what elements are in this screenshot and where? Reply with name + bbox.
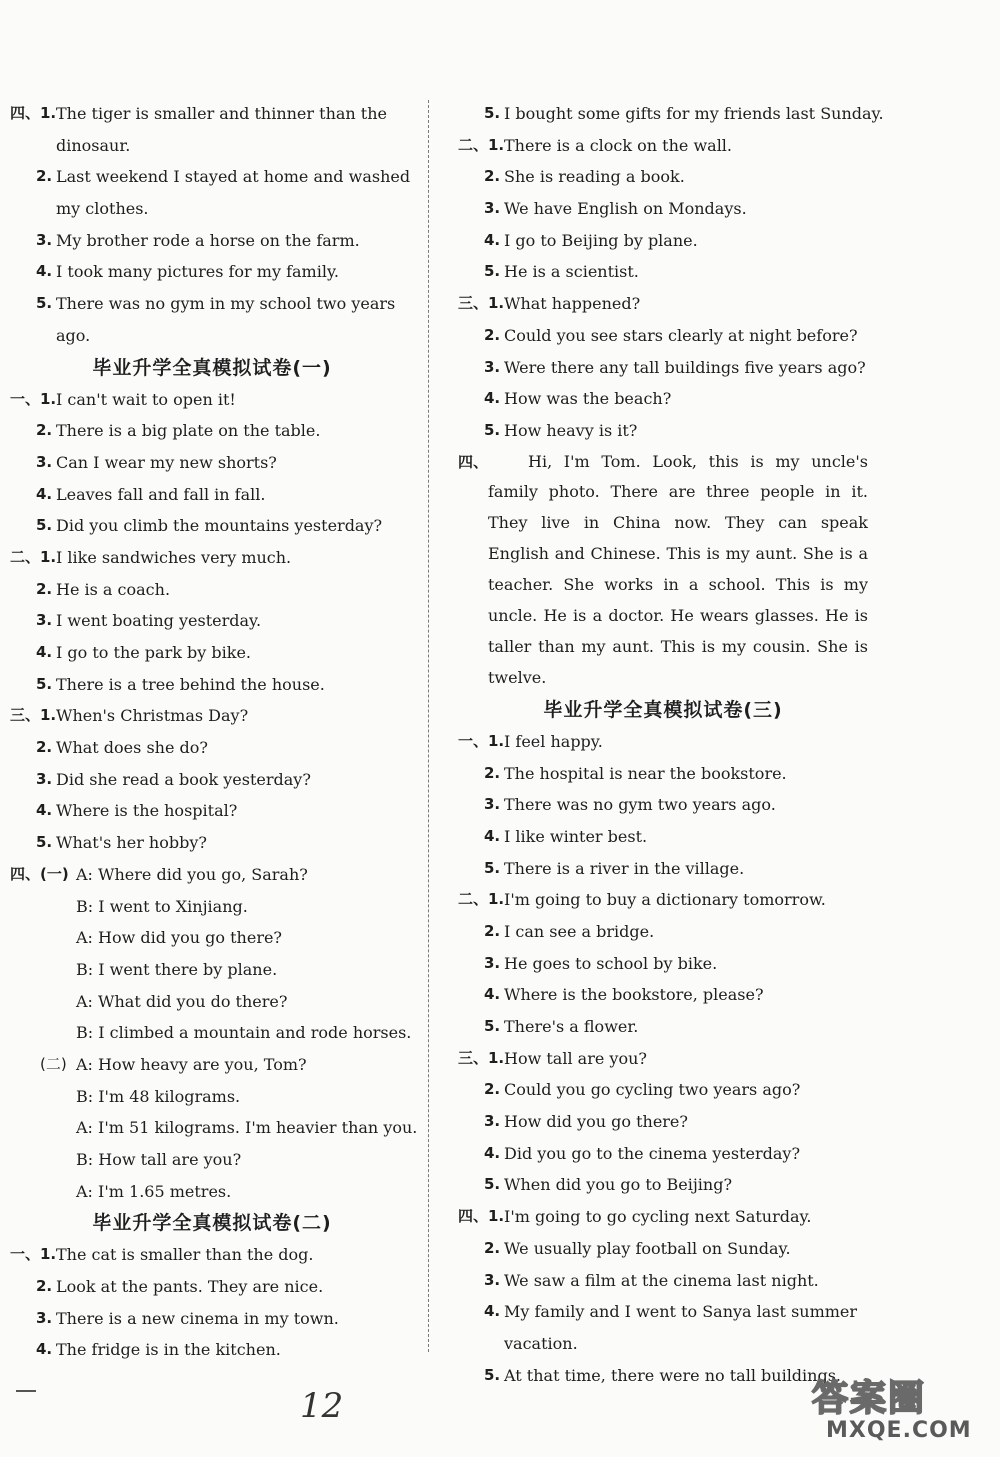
answer-marker: 二、1. <box>10 547 57 566</box>
paragraph-text: Hi, I'm Tom. Look, this is my uncle's family photo. There are three people in it. They live in China now. They can speak English and Chinese. This is my aunt. She is a teacher. She works in a school. This is my uncle. He is a doctor. He wears glasses. He is taller than my aunt. This is my cousin. She is twelve. <box>488 451 868 687</box>
answer-paragraph <box>458 447 868 694</box>
answer-line <box>10 256 414 288</box>
answer-line <box>458 1043 868 1075</box>
answer-marker: 3. <box>36 452 53 471</box>
answer-marker: 3. <box>36 769 53 788</box>
footer-dash <box>16 1390 36 1392</box>
answer-text: There's a flower. <box>504 1017 639 1036</box>
answer-marker: 2. <box>484 1080 501 1099</box>
watermark-logo <box>812 1370 990 1452</box>
answer-marker: 4. <box>36 484 53 503</box>
answer-text: I can't wait to open it! <box>56 389 236 409</box>
section-heading: 毕业升学全真模拟试卷(一) <box>92 356 332 379</box>
answer-text: He goes to school by bike. <box>504 953 718 973</box>
answer-line <box>458 726 868 758</box>
column-divider <box>428 100 429 1352</box>
answer-line <box>10 98 414 130</box>
answer-marker: 三、1. <box>10 706 57 725</box>
answer-marker: 3. <box>484 795 501 814</box>
answer-text: I like sandwiches very much. <box>56 547 292 567</box>
answer-text: When did you go to Beijing? <box>504 1175 733 1195</box>
answer-line <box>458 1138 868 1170</box>
answer-text: B: How tall are you? <box>76 1150 242 1169</box>
answer-text: Could you go cycling two years ago? <box>504 1080 801 1100</box>
answer-text: My brother rode a horse on the farm. <box>56 230 360 250</box>
answer-marker: 二、1. <box>458 890 505 909</box>
answer-line <box>458 1360 868 1392</box>
answer-text: He is a coach. <box>56 579 171 599</box>
answer-line <box>458 1328 868 1360</box>
answer-line <box>10 954 414 986</box>
answer-marker: 四、1. <box>10 104 57 122</box>
answer-text: He is a scientist. <box>504 262 639 282</box>
answer-marker: 4. <box>36 643 53 661</box>
answer-line <box>10 510 414 542</box>
page-number: 12 <box>300 1386 344 1426</box>
answer-text: Did you go to the cinema yesterday? <box>504 1143 801 1163</box>
answer-text: A: Where did you go, Sarah? <box>76 864 308 884</box>
answer-text: I'm going to buy a dictionary tomorrow. <box>504 890 826 910</box>
answer-line <box>10 732 414 764</box>
answer-text: B: I climbed a mountain and rode horses. <box>76 1023 412 1043</box>
answer-text: We usually play football on Sunday. <box>504 1238 791 1258</box>
answer-text: B: I went to Xinjiang. <box>76 896 248 916</box>
answer-marker: 5. <box>36 674 53 693</box>
answer-marker: 5. <box>484 420 501 439</box>
answer-marker: 2. <box>36 167 53 186</box>
answer-line <box>10 1176 414 1208</box>
answer-text: We have English on Mondays. <box>504 199 747 219</box>
answer-line <box>10 986 414 1018</box>
answer-marker: 一、1. <box>10 1245 57 1264</box>
answer-line <box>458 288 868 320</box>
answer-line <box>458 256 868 288</box>
answer-marker: 4. <box>484 826 501 845</box>
answer-text: B: I went there by plane. <box>76 959 278 979</box>
watermark-url: MXQE.COM <box>826 1418 972 1443</box>
answer-line <box>10 161 414 193</box>
answer-marker: 4. <box>484 985 501 1004</box>
answer-line <box>10 1081 414 1113</box>
answer-marker: 5. <box>36 516 53 535</box>
answer-line <box>458 789 868 821</box>
answer-line <box>10 193 414 225</box>
answer-marker: 4. <box>484 1302 501 1321</box>
answer-text: A: I'm 51 kilograms. I'm heavier than you. <box>76 1118 418 1138</box>
answer-marker: 4. <box>36 801 53 820</box>
answer-line <box>10 225 414 257</box>
answer-text: The tiger is smaller and thinner than the <box>56 104 387 123</box>
answer-marker: 3. <box>484 1112 501 1131</box>
answer-marker: 5. <box>484 1175 501 1194</box>
answer-line <box>10 574 414 606</box>
answer-line <box>458 98 884 130</box>
answer-line <box>10 827 414 859</box>
answer-text: There is a clock on the wall. <box>504 135 733 155</box>
answer-text: I bought some gifts for my friends last Sunday. <box>504 104 884 123</box>
answer-marker: 2. <box>484 921 501 940</box>
answer-marker: 3. <box>484 1270 501 1289</box>
answer-marker: 2. <box>36 738 53 757</box>
answer-text: What's her hobby? <box>56 833 207 853</box>
answer-text: What does she do? <box>56 738 208 758</box>
right-column <box>458 98 884 1391</box>
answer-text: Where is the bookstore, please? <box>504 985 764 1005</box>
answer-line <box>10 922 414 954</box>
answer-marker: 3. <box>36 611 53 630</box>
answer-text: How did you go there? <box>504 1112 688 1132</box>
section-heading: 毕业升学全真模拟试卷(二) <box>92 1212 332 1235</box>
answer-text: Where is the hospital? <box>56 801 238 821</box>
answer-line <box>458 1265 868 1297</box>
answer-line <box>10 479 414 511</box>
answer-text: A: What did you do there? <box>76 991 288 1011</box>
answer-line <box>10 1112 418 1144</box>
answer-text: B: I'm 48 kilograms. <box>76 1086 241 1106</box>
answer-line <box>10 1303 414 1335</box>
answer-line <box>458 948 868 980</box>
answer-text: A: How heavy are you, Tom? <box>76 1054 307 1074</box>
answer-line <box>458 979 868 1011</box>
answer-text: my clothes. <box>56 199 149 219</box>
answer-marker: 四、 <box>458 452 489 471</box>
answer-marker: 二、1. <box>458 135 505 154</box>
answer-line <box>458 352 868 384</box>
answer-line <box>10 795 414 827</box>
answer-text: The fridge is in the kitchen. <box>56 1340 281 1360</box>
answer-marker: 2. <box>484 763 501 782</box>
answer-text: She is reading a book. <box>504 167 685 187</box>
answer-marker: 3. <box>484 953 501 972</box>
answer-line <box>10 1049 414 1081</box>
answer-marker: 一、1. <box>10 389 57 408</box>
answer-line <box>10 1144 414 1176</box>
answer-text: I took many pictures for my family. <box>56 262 339 282</box>
answer-line <box>10 384 414 416</box>
answer-text: The hospital is near the bookstore. <box>504 763 787 783</box>
answer-line <box>458 193 868 225</box>
answer-line <box>458 320 868 352</box>
answer-line <box>10 637 414 669</box>
answer-marker: 5. <box>36 833 53 852</box>
answer-line <box>10 320 414 352</box>
answer-line <box>10 764 414 796</box>
answer-text: There is a new cinema in my town. <box>56 1308 339 1328</box>
answer-text: dinosaur. <box>56 135 131 155</box>
answer-text: There is a river in the village. <box>504 858 745 878</box>
answer-marker: 3. <box>484 357 501 376</box>
answer-line <box>458 1201 868 1233</box>
answer-text: Last weekend I stayed at home and washed <box>56 167 411 187</box>
answer-line <box>10 859 414 891</box>
answer-marker: 5. <box>484 262 501 281</box>
answer-text: There is a big plate on the table. <box>56 421 321 441</box>
answer-marker: 一、1. <box>458 731 505 750</box>
answer-marker: 3. <box>484 199 501 218</box>
answer-text: I went boating yesterday. <box>56 611 262 631</box>
answer-marker: 四、(一) <box>10 864 69 883</box>
answer-text: ago. <box>56 325 91 345</box>
answer-line <box>10 891 414 923</box>
answer-marker: 5. <box>484 858 501 877</box>
answer-line <box>458 1074 868 1106</box>
answer-text: When's Christmas Day? <box>56 706 249 726</box>
answer-text: What happened? <box>504 294 641 314</box>
answer-text: I can see a bridge. <box>504 921 655 941</box>
answer-line <box>458 161 868 193</box>
answer-line <box>458 383 868 415</box>
answer-text: There was no gym in my school two years <box>56 294 396 314</box>
answer-marker: (二) <box>40 1054 67 1073</box>
section-heading: 毕业升学全真模拟试卷(三) <box>543 698 783 721</box>
answer-marker: 4. <box>484 230 501 249</box>
answer-line <box>458 1169 868 1201</box>
answer-line <box>10 1334 414 1366</box>
answer-text: Did she read a book yesterday? <box>56 769 311 789</box>
answer-line <box>458 1233 868 1265</box>
answer-text: The cat is smaller than the dog. <box>56 1245 314 1265</box>
answer-marker: 4. <box>484 389 501 408</box>
answer-text: Can I wear my new shorts? <box>56 452 277 472</box>
answer-line <box>10 542 414 574</box>
answer-marker: 5. <box>484 1365 501 1384</box>
answer-text: I like winter best. <box>504 826 648 846</box>
answer-text: A: How did you go there? <box>76 928 283 948</box>
answer-line <box>10 1017 414 1049</box>
answer-text: How tall are you? <box>504 1048 647 1068</box>
answer-line <box>458 1011 868 1043</box>
answer-text: Could you see stars clearly at night before? <box>504 325 858 345</box>
answer-text: How heavy is it? <box>504 420 638 440</box>
answer-line <box>458 884 868 916</box>
answer-marker: 5. <box>484 104 501 122</box>
answer-text: We saw a film at the cinema last night. <box>504 1270 819 1290</box>
answer-line <box>458 853 868 885</box>
answer-text: There is a tree behind the house. <box>56 674 325 694</box>
answer-text: Did you climb the mountains yesterday? <box>56 516 383 536</box>
answer-text: Look at the pants. They are nice. <box>56 1277 324 1297</box>
answer-marker: 5. <box>36 294 53 313</box>
answer-text: Were there any tall buildings five years ago? <box>504 357 866 377</box>
answer-line <box>458 225 868 257</box>
answer-marker: 4. <box>484 1143 501 1162</box>
answer-line <box>10 447 414 479</box>
answer-line <box>10 415 414 447</box>
answer-text: I'm going to go cycling next Saturday. <box>504 1207 812 1227</box>
answer-marker: 四、1. <box>458 1207 505 1226</box>
answer-line <box>10 1271 414 1303</box>
answer-marker: 三、1. <box>458 294 505 313</box>
answer-marker: 2. <box>484 325 501 344</box>
answer-line <box>10 1239 414 1271</box>
answer-marker: 2. <box>484 1238 501 1257</box>
answer-text: vacation. <box>504 1333 578 1353</box>
answer-line <box>458 1106 868 1138</box>
answer-text: I go to Beijing by plane. <box>504 230 698 250</box>
answer-line <box>10 605 414 637</box>
answer-marker: 3. <box>36 230 53 249</box>
answer-line <box>10 288 414 320</box>
answer-line <box>10 669 414 701</box>
answer-line <box>458 821 868 853</box>
answer-marker: 三、1. <box>458 1048 505 1067</box>
answer-line <box>10 130 414 162</box>
answer-line <box>458 130 868 162</box>
answer-line <box>458 415 868 447</box>
answer-marker: 4. <box>36 1340 53 1359</box>
answer-marker: 2. <box>36 421 53 440</box>
answer-marker: 3. <box>36 1308 53 1327</box>
answer-line <box>10 700 414 732</box>
answer-line <box>458 916 868 948</box>
answer-text: I go to the park by bike. <box>56 643 251 662</box>
answer-line <box>458 758 868 790</box>
answer-line <box>458 1296 868 1328</box>
watermark-title: 答案圈 <box>812 1378 927 1419</box>
answer-text: At that time, there were no tall buildings. <box>504 1365 842 1385</box>
answer-marker: 2. <box>36 579 53 598</box>
answer-text: My family and I went to Sanya last summer <box>504 1302 858 1322</box>
answer-marker: 4. <box>36 262 53 281</box>
answer-text: Leaves fall and fall in fall. <box>56 484 266 504</box>
answer-text: How was the beach? <box>504 389 672 409</box>
left-column <box>10 98 418 1366</box>
answer-marker: 5. <box>484 1017 501 1035</box>
answer-marker: 2. <box>484 167 501 186</box>
answer-text: There was no gym two years ago. <box>504 795 776 815</box>
answer-marker: 2. <box>36 1277 53 1296</box>
answer-text: I feel happy. <box>504 731 603 751</box>
answer-text: A: I'm 1.65 metres. <box>76 1181 232 1201</box>
